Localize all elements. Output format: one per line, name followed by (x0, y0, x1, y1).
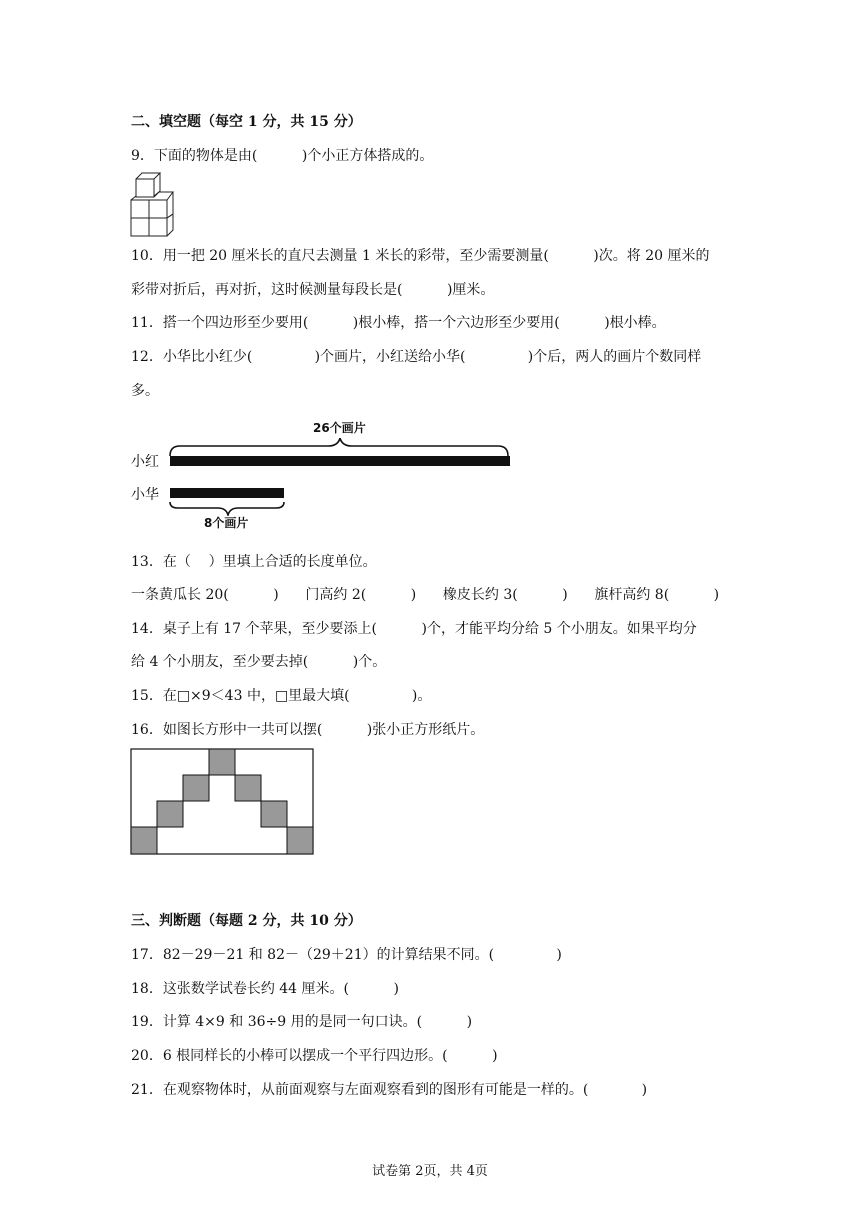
top-brace (168, 438, 512, 458)
question-19: 19．计算 4×9 和 36÷9 用的是同一句口诀。( ) (131, 1014, 473, 1030)
question-14-line1: 14．桌子上有 17 个苹果，至少要添上( )个，才能平均分给 5 个小朋友。如果平均分 (131, 621, 697, 637)
brace-label-bottom: 8个画片 (204, 516, 249, 530)
bar-xiaohua (170, 488, 284, 498)
question-12-line2: 多。 (131, 383, 159, 399)
row-label-xiaohong: 小红 (131, 454, 159, 470)
cube-stack-figure (130, 172, 178, 238)
question-17: 17．82－29－21 和 82－（29＋21）的计算结果不同。( ) (131, 947, 562, 963)
section3-heading: 三、判断题（每题 2 分，共 10 分） (131, 913, 362, 929)
question-13: 13．在（ ）里填上合适的长度单位。 (131, 554, 377, 570)
question-10-line2: 彩带对折后，再对折，这时候测量每段长是( )厘米。 (131, 282, 495, 298)
question-11: 11．搭一个四边形至少要用( )根小棒，搭一个六边形至少要用( )根小棒。 (131, 315, 666, 331)
question-13-items: 一条黄瓜长 20( ) 门高约 2( ) 橡皮长约 3( ) 旗杆高约 8( ) (131, 587, 720, 603)
question-18: 18．这张数学试卷长约 44 厘米。( ) (131, 981, 399, 997)
row-label-xiaohua: 小华 (131, 487, 159, 503)
section2-heading: 二、填空题（每空 1 分，共 15 分） (131, 114, 362, 130)
page-footer: 试卷第 2页，共 4页 (372, 1164, 488, 1179)
question-12-line1: 12．小华比小红少( )个画片，小红送给小华( )个后，两人的画片个数同样 (131, 349, 702, 365)
brace-label-top: 26个画片 (313, 421, 366, 435)
question-21: 21．在观察物体时，从前面观察与左面观察看到的图形有可能是一样的。( ) (131, 1082, 648, 1098)
question-9: 9．下面的物体是由( )个小正方体搭成的。 (131, 148, 434, 164)
bar-xiaohong (170, 456, 510, 466)
rectangle-squares-figure (130, 748, 316, 856)
question-15: 15．在□×9＜43 中，□里最大填( )。 (131, 688, 432, 704)
question-20: 20．6 根同样长的小棒可以摆成一个平行四边形。( ) (131, 1048, 498, 1064)
question-16: 16．如图长方形中一共可以摆( )张小正方形纸片。 (131, 722, 485, 738)
question-10-line1: 10．用一把 20 厘米长的直尺去测量 1 米长的彩带，至少需要测量( )次。将 20 厘米的 (131, 248, 710, 264)
question-14-line2: 给 4 个小朋友，至少要去掉( )个。 (131, 654, 387, 670)
